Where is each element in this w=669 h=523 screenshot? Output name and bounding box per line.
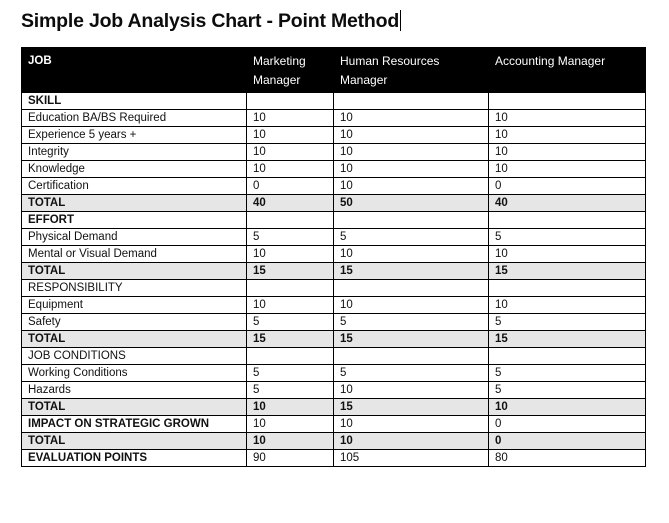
- row-label: EFFORT: [22, 212, 247, 229]
- cell-marketing: 10: [247, 433, 334, 450]
- column-header-hr: Human Resources Manager: [334, 48, 489, 93]
- cell-accounting: 5: [489, 314, 646, 331]
- row-label: Knowledge: [22, 161, 247, 178]
- table-row: [22, 450, 646, 467]
- table-row: [22, 212, 646, 229]
- cell-marketing: 10: [247, 416, 334, 433]
- cell-marketing: 10: [247, 161, 334, 178]
- row-label: Equipment: [22, 297, 247, 314]
- cell-hr: 15: [334, 263, 489, 280]
- row-label: Hazards: [22, 382, 247, 399]
- table-row: [22, 416, 646, 433]
- row-label: TOTAL: [22, 433, 247, 450]
- cell-hr: 10: [334, 416, 489, 433]
- cell-hr: 10: [334, 382, 489, 399]
- row-label: EVALUATION POINTS: [22, 450, 247, 467]
- table-row: [22, 365, 646, 382]
- cell-hr: [334, 212, 489, 229]
- cell-hr: 5: [334, 365, 489, 382]
- cell-accounting: 10: [489, 399, 646, 416]
- row-label: Mental or Visual Demand: [22, 246, 247, 263]
- cell-hr: 50: [334, 195, 489, 212]
- cell-marketing: 0: [247, 178, 334, 195]
- table-row: [22, 110, 646, 127]
- cell-hr: 10: [334, 161, 489, 178]
- row-label: TOTAL: [22, 399, 247, 416]
- cell-accounting: 15: [489, 331, 646, 348]
- column-header-accounting: Accounting Manager: [489, 48, 646, 93]
- table-row: [22, 297, 646, 314]
- cell-hr: 5: [334, 229, 489, 246]
- table-row: [22, 229, 646, 246]
- cell-hr: [334, 93, 489, 110]
- cell-hr: 10: [334, 433, 489, 450]
- cell-hr: 10: [334, 127, 489, 144]
- table-row: [22, 382, 646, 399]
- cell-hr: 10: [334, 297, 489, 314]
- table-header: [22, 48, 646, 93]
- cell-marketing: 10: [247, 297, 334, 314]
- cell-accounting: [489, 348, 646, 365]
- row-label: Physical Demand: [22, 229, 247, 246]
- cell-accounting: 15: [489, 263, 646, 280]
- cell-accounting: 10: [489, 161, 646, 178]
- row-label: TOTAL: [22, 263, 247, 280]
- row-label: Experience 5 years +: [22, 127, 247, 144]
- table-row: [22, 348, 646, 365]
- row-label: Certification: [22, 178, 247, 195]
- text-cursor: [400, 10, 401, 31]
- table-row: [22, 161, 646, 178]
- table-row: [22, 331, 646, 348]
- cell-hr: [334, 280, 489, 297]
- cell-marketing: 10: [247, 144, 334, 161]
- cell-accounting: 0: [489, 178, 646, 195]
- cell-hr: 10: [334, 110, 489, 127]
- cell-marketing: 10: [247, 399, 334, 416]
- cell-accounting: 0: [489, 433, 646, 450]
- cell-hr: 10: [334, 144, 489, 161]
- cell-accounting: 5: [489, 229, 646, 246]
- cell-accounting: [489, 212, 646, 229]
- table-body: [22, 93, 646, 467]
- cell-accounting: 80: [489, 450, 646, 467]
- row-label: Safety: [22, 314, 247, 331]
- cell-marketing: 90: [247, 450, 334, 467]
- cell-marketing: 40: [247, 195, 334, 212]
- table-row: [22, 127, 646, 144]
- cell-marketing: [247, 280, 334, 297]
- cell-marketing: 10: [247, 246, 334, 263]
- cell-marketing: [247, 93, 334, 110]
- cell-accounting: 10: [489, 297, 646, 314]
- cell-marketing: 10: [247, 110, 334, 127]
- cell-marketing: 15: [247, 263, 334, 280]
- row-label: Education BA/BS Required: [22, 110, 247, 127]
- table-row: [22, 195, 646, 212]
- cell-marketing: 10: [247, 127, 334, 144]
- row-label: TOTAL: [22, 195, 247, 212]
- table-row: [22, 144, 646, 161]
- cell-accounting: [489, 93, 646, 110]
- table-row: [22, 246, 646, 263]
- cell-marketing: [247, 212, 334, 229]
- cell-accounting: 10: [489, 110, 646, 127]
- cell-marketing: 5: [247, 365, 334, 382]
- row-label: JOB CONDITIONS: [22, 348, 247, 365]
- row-label: Working Conditions: [22, 365, 247, 382]
- column-header-marketing: Marketing Manager: [247, 48, 334, 93]
- cell-accounting: 40: [489, 195, 646, 212]
- cell-hr: 10: [334, 246, 489, 263]
- page-title-text: Simple Job Analysis Chart - Point Method: [21, 10, 400, 32]
- cell-accounting: [489, 280, 646, 297]
- cell-accounting: 10: [489, 144, 646, 161]
- cell-marketing: 5: [247, 314, 334, 331]
- table-row: [22, 433, 646, 450]
- cell-accounting: 10: [489, 246, 646, 263]
- column-header-job: JOB: [22, 48, 247, 93]
- cell-accounting: 10: [489, 127, 646, 144]
- table-row: [22, 93, 646, 110]
- cell-hr: [334, 348, 489, 365]
- cell-hr: 105: [334, 450, 489, 467]
- cell-marketing: 5: [247, 229, 334, 246]
- table-row: [22, 280, 646, 297]
- cell-accounting: 0: [489, 416, 646, 433]
- table-row: [22, 399, 646, 416]
- row-label: Integrity: [22, 144, 247, 161]
- cell-marketing: 15: [247, 331, 334, 348]
- cell-marketing: [247, 348, 334, 365]
- row-label: IMPACT ON STRATEGIC GROWN: [22, 416, 247, 433]
- table-row: [22, 178, 646, 195]
- cell-accounting: 5: [489, 365, 646, 382]
- row-label: RESPONSIBILITY: [22, 280, 247, 297]
- cell-hr: 15: [334, 331, 489, 348]
- table-header-row: [22, 48, 646, 93]
- table-row: [22, 263, 646, 280]
- job-analysis-table: [21, 47, 646, 467]
- cell-hr: 15: [334, 399, 489, 416]
- cell-hr: 10: [334, 178, 489, 195]
- cell-marketing: 5: [247, 382, 334, 399]
- cell-accounting: 5: [489, 382, 646, 399]
- page-title[interactable]: [21, 8, 401, 34]
- row-label: TOTAL: [22, 331, 247, 348]
- row-label: SKILL: [22, 93, 247, 110]
- table-row: [22, 314, 646, 331]
- cell-hr: 5: [334, 314, 489, 331]
